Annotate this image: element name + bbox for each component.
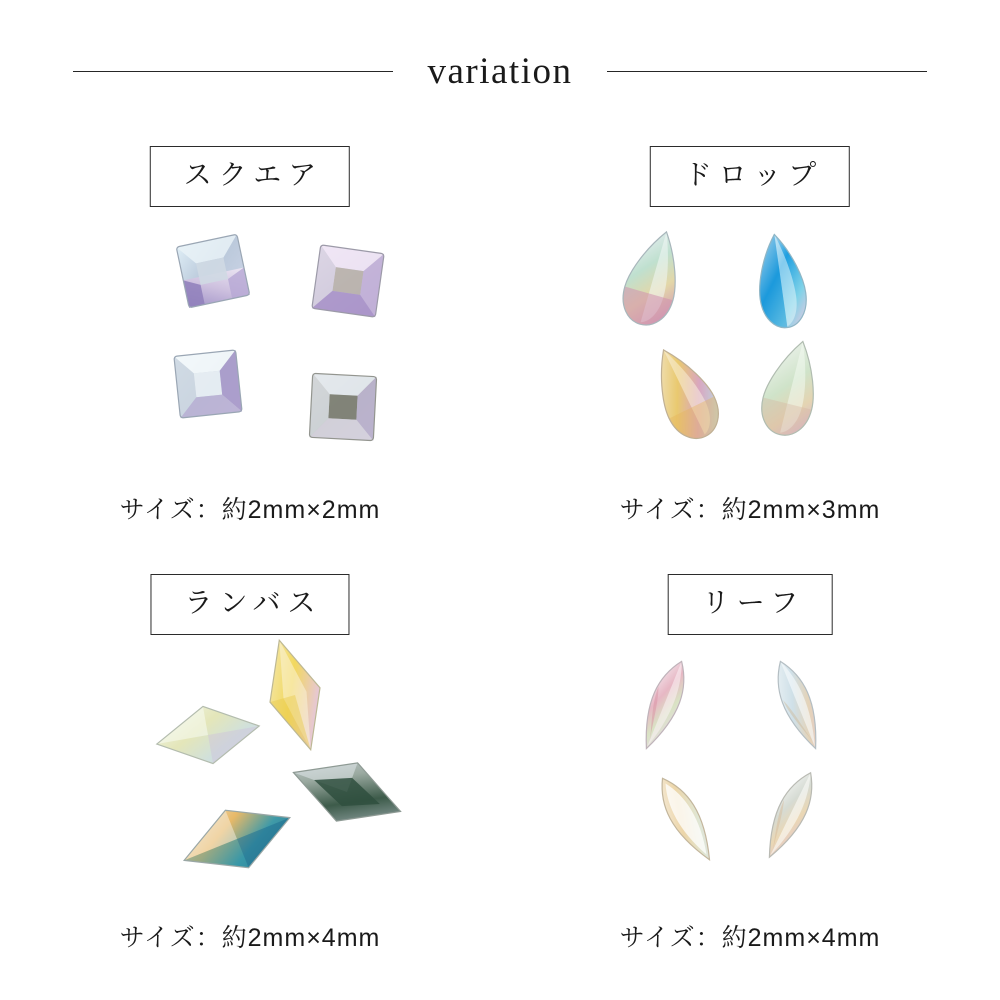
variation-cell-rhombus [0, 548, 500, 976]
variation-label-drop [650, 146, 850, 207]
header-rule-left [73, 71, 393, 72]
stone-leaf-1 [618, 650, 710, 760]
variation-cell-square [0, 120, 500, 548]
variation-label-text: リーフ [701, 587, 806, 618]
stone-square-4 [300, 364, 386, 450]
stone-rhombus-2 [148, 694, 268, 776]
variation-size-drop: サイズ：約2mm×3mm [619, 496, 881, 524]
stone-square-2 [305, 238, 391, 324]
stone-group-square [0, 224, 500, 464]
stone-leaf-4 [744, 760, 836, 870]
variation-size-leaf: サイズ：約2mm×4mm [619, 924, 881, 952]
variation-cell-drop [500, 120, 1000, 548]
stone-drop-1 [610, 224, 696, 334]
variation-label-text: スクエア [183, 159, 324, 190]
variation-label-square [150, 146, 350, 207]
stone-group-drop [500, 224, 1000, 464]
page-header [0, 40, 1000, 102]
stone-group-rhombus [0, 652, 500, 892]
variation-grid [0, 120, 1000, 1000]
variation-label-text: ドロップ [683, 159, 824, 190]
page-title: variation [427, 50, 573, 92]
header-rule-right [607, 71, 927, 72]
variation-size-rhombus: サイズ：約2mm×4mm [119, 924, 381, 952]
variation-cell-leaf [500, 548, 1000, 976]
stone-square-1 [172, 230, 254, 312]
stone-leaf-2 [752, 650, 844, 760]
stone-drop-2 [740, 228, 822, 336]
variation-size-square: サイズ：約2mm×2mm [119, 496, 381, 524]
stone-group-leaf [500, 652, 1000, 892]
stone-leaf-3 [640, 764, 732, 874]
stone-drop-4 [748, 334, 834, 444]
stone-square-3 [166, 342, 250, 426]
variation-label-text: ランバス [184, 587, 323, 618]
variation-label-leaf [668, 574, 833, 635]
stone-rhombus-4 [172, 794, 302, 884]
variation-label-rhombus [150, 574, 349, 635]
stone-drop-3 [642, 339, 728, 449]
